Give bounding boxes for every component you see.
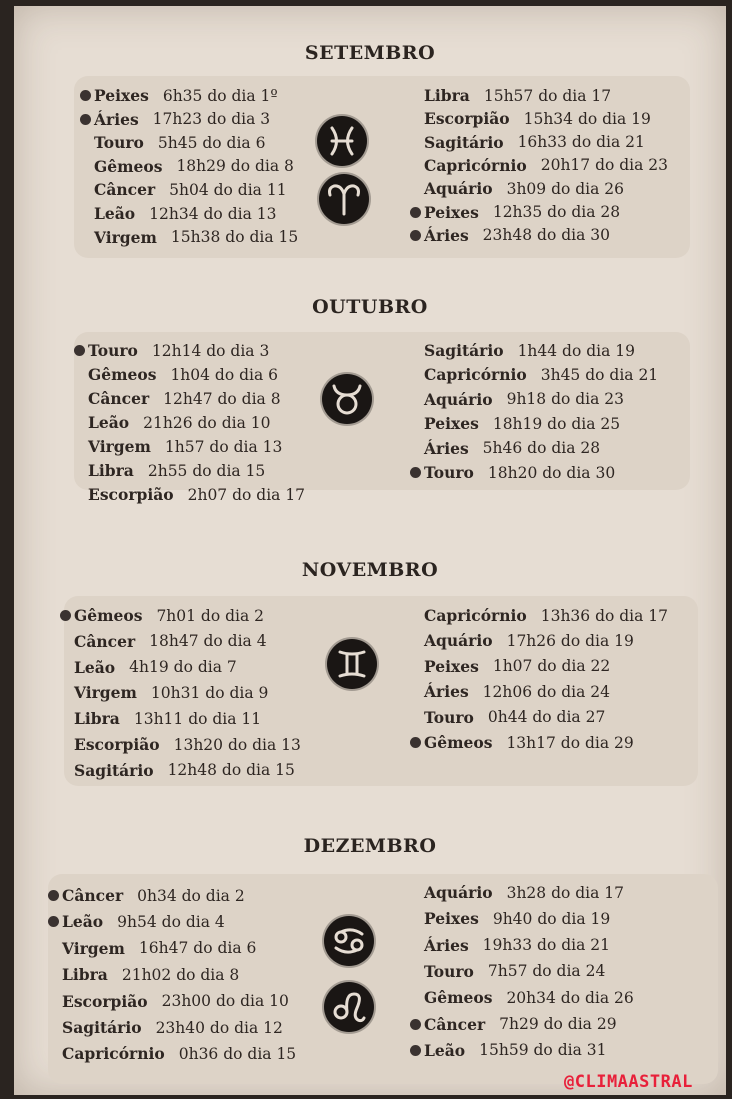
sign-name: Peixes xyxy=(424,414,479,434)
sign-name: Gêmeos xyxy=(88,365,157,384)
sign-name: Aquário xyxy=(424,389,493,409)
transit-time: 13h36 do dia 17 xyxy=(540,606,669,625)
entry-row xyxy=(80,228,298,247)
transit-time: 23h40 do dia 12 xyxy=(155,1018,283,1037)
transit-time: 1h07 do dia 22 xyxy=(492,657,611,676)
sign-name: Escorpião xyxy=(88,485,174,504)
transit-time: 13h20 do dia 13 xyxy=(173,735,301,754)
transit-time: 4h19 do dia 7 xyxy=(129,658,237,677)
sign-name: Touro xyxy=(94,133,144,153)
entry-row xyxy=(80,180,287,199)
entry-row xyxy=(410,1015,617,1034)
sign-name: Áries xyxy=(424,682,469,702)
transit-time: 13h17 do dia 29 xyxy=(506,733,634,752)
transit-time: 15h38 do dia 15 xyxy=(170,228,299,247)
transit-time: 12h14 do dia 3 xyxy=(151,341,270,360)
sign-name: Áries xyxy=(424,935,469,955)
transit-time: 21h02 do dia 8 xyxy=(121,965,240,984)
sign-name: Capricórnio xyxy=(424,606,527,625)
transit-time: 3h45 do dia 21 xyxy=(540,365,659,384)
month-title-dezembro: DEZEMBRO xyxy=(303,835,437,857)
sign-name: Leão xyxy=(62,912,104,932)
bullet-icon xyxy=(60,610,71,621)
entry-row xyxy=(74,341,269,360)
entry-row xyxy=(410,109,651,128)
transit-time: 7h29 do dia 29 xyxy=(499,1015,617,1033)
entry-row xyxy=(74,389,281,408)
transit-time: 3h09 do dia 26 xyxy=(506,179,625,198)
sign-name: Câncer xyxy=(88,389,150,408)
sign-name: Sagitário xyxy=(424,341,504,360)
entry-row xyxy=(410,962,605,981)
sign-name: Escorpião xyxy=(74,735,160,754)
transit-time: 18h20 do dia 30 xyxy=(487,463,616,482)
entry-row xyxy=(74,461,265,480)
transit-time: 2h55 do dia 15 xyxy=(147,461,266,480)
sign-name: Sagitário xyxy=(424,132,504,152)
transit-time: 0h44 do dia 27 xyxy=(487,708,606,727)
transit-time: 3h28 do dia 17 xyxy=(506,883,625,902)
entry-row xyxy=(80,86,278,105)
bullet-icon xyxy=(410,230,421,241)
sign-name: Virgem xyxy=(88,437,151,456)
entry-row xyxy=(74,365,278,384)
entry-row xyxy=(60,606,264,625)
bullet-icon xyxy=(410,467,421,478)
entry-row xyxy=(80,133,265,152)
entry-row xyxy=(410,179,624,198)
entry-row xyxy=(80,204,276,223)
bullet-icon xyxy=(410,207,421,218)
sign-name: Aquário xyxy=(424,631,493,651)
transit-time: 21h26 do dia 10 xyxy=(143,413,271,432)
transit-time: 12h48 do dia 15 xyxy=(167,761,295,780)
entry-row xyxy=(48,939,256,958)
entry-row xyxy=(410,909,610,928)
transit-time: 7h57 do dia 24 xyxy=(487,962,606,981)
transit-time: 5h46 do dia 28 xyxy=(482,439,601,458)
bullet-icon xyxy=(410,1019,421,1030)
sign-name: Leão xyxy=(424,1040,466,1060)
aries-glyph-icon xyxy=(319,174,369,224)
entry-row xyxy=(410,988,634,1007)
leo-glyph-icon xyxy=(324,982,374,1032)
transit-time: 5h45 do dia 6 xyxy=(157,133,266,152)
sign-name: Peixes xyxy=(424,202,479,222)
sign-name: Gêmeos xyxy=(424,733,493,752)
sign-name: Câncer xyxy=(94,180,156,200)
month-title-novembro: NOVEMBRO xyxy=(301,559,439,581)
transit-time: 17h23 do dia 3 xyxy=(152,110,271,129)
sign-name: Leão xyxy=(74,657,116,677)
transit-time: 9h40 do dia 19 xyxy=(492,909,611,928)
entry-row xyxy=(410,883,624,902)
entry-row xyxy=(60,735,301,754)
entry-row xyxy=(410,463,615,482)
bullet-icon xyxy=(80,90,91,101)
sign-name: Sagitário xyxy=(74,760,154,780)
entry-row xyxy=(60,683,268,702)
transit-time: 9h54 do dia 4 xyxy=(117,912,225,931)
entry-row xyxy=(48,992,289,1011)
sign-name: Câncer xyxy=(74,631,136,651)
entry-row xyxy=(410,631,634,650)
transit-time: 5h04 do dia 11 xyxy=(169,180,287,199)
entry-row xyxy=(48,912,225,931)
sign-name: Virgem xyxy=(94,227,157,247)
sign-name: Touro xyxy=(424,463,474,482)
entry-row xyxy=(410,203,620,222)
entry-row xyxy=(74,437,282,456)
entry-row xyxy=(410,133,645,152)
bullet-icon xyxy=(80,114,91,125)
gemini-glyph-icon xyxy=(327,639,377,689)
entry-row xyxy=(74,413,270,432)
transit-time: 16h47 do dia 6 xyxy=(138,939,257,958)
transit-time: 23h00 do dia 10 xyxy=(161,992,289,1011)
entry-row xyxy=(410,1041,606,1060)
sign-name: Capricórnio xyxy=(424,365,527,385)
bullet-icon xyxy=(410,1045,421,1056)
entry-row xyxy=(410,606,668,625)
sign-name: Escorpião xyxy=(62,991,148,1011)
transit-time: 20h34 do dia 26 xyxy=(506,988,634,1007)
sign-name: Escorpião xyxy=(424,109,510,129)
sign-name: Virgem xyxy=(62,938,125,958)
entry-row xyxy=(80,157,294,176)
transit-time: 19h33 do dia 21 xyxy=(482,936,610,955)
sign-name: Libra xyxy=(62,965,108,985)
transit-time: 0h34 do dia 2 xyxy=(137,886,245,905)
sign-name: Áries xyxy=(94,109,139,129)
transit-time: 18h19 do dia 25 xyxy=(492,414,621,433)
transit-time: 16h33 do dia 21 xyxy=(517,133,645,152)
entry-row xyxy=(410,708,605,727)
sign-name: Libra xyxy=(88,461,134,480)
sign-name: Touro xyxy=(424,961,474,981)
transit-time: 23h48 do dia 30 xyxy=(482,226,610,245)
taurus-glyph-icon xyxy=(322,374,372,424)
entry-row xyxy=(410,86,611,105)
sign-name: Gêmeos xyxy=(424,988,493,1008)
transit-time: 2h07 do dia 17 xyxy=(187,485,306,504)
transit-time: 0h36 do dia 15 xyxy=(178,1044,297,1063)
entry-row xyxy=(60,761,295,780)
sign-name: Câncer xyxy=(62,886,124,905)
entry-row xyxy=(48,1018,283,1037)
sign-name: Virgem xyxy=(74,683,137,703)
entry-row xyxy=(74,485,305,504)
entry-row xyxy=(48,886,245,905)
sign-name: Libra xyxy=(74,709,120,729)
entry-row xyxy=(410,365,658,384)
transit-time: 20h17 do dia 23 xyxy=(540,156,669,175)
entry-row xyxy=(410,682,610,701)
sign-name: Peixes xyxy=(94,86,149,105)
pisces-glyph-icon xyxy=(317,116,367,166)
entry-row xyxy=(410,390,624,409)
transit-time: 1h57 do dia 13 xyxy=(164,437,283,456)
entry-row xyxy=(60,709,261,728)
transit-time: 12h47 do dia 8 xyxy=(163,389,281,408)
entry-row xyxy=(410,733,634,752)
transit-time: 15h34 do dia 19 xyxy=(523,109,651,128)
sign-name: Leão xyxy=(88,413,130,432)
transit-time: 12h34 do dia 13 xyxy=(149,204,277,223)
entry-row xyxy=(48,965,239,984)
cancer-glyph-icon xyxy=(324,916,374,966)
bullet-icon xyxy=(48,916,59,927)
transit-time: 1h04 do dia 6 xyxy=(170,365,279,384)
sign-name: Touro xyxy=(88,341,138,360)
sign-name: Aquário xyxy=(424,179,493,199)
transit-time: 1h44 do dia 19 xyxy=(517,341,636,360)
sign-name: Áries xyxy=(424,225,469,245)
sign-name: Sagitário xyxy=(62,1018,142,1037)
sign-name: Peixes xyxy=(424,656,479,676)
sign-name: Áries xyxy=(424,438,469,458)
sign-name: Peixes xyxy=(424,909,479,929)
transit-time: 17h26 do dia 19 xyxy=(506,631,634,650)
transit-time: 7h01 do dia 2 xyxy=(156,606,265,625)
entry-row xyxy=(410,156,668,175)
transit-time: 15h59 do dia 31 xyxy=(479,1041,607,1060)
bullet-icon xyxy=(48,890,59,901)
entry-row xyxy=(60,658,237,677)
sign-name: Leão xyxy=(94,204,136,223)
entry-row xyxy=(410,341,635,360)
transit-time: 18h29 do dia 8 xyxy=(176,157,294,176)
sign-name: Capricórnio xyxy=(62,1044,165,1064)
page xyxy=(14,6,726,1095)
transit-time: 10h31 do dia 9 xyxy=(150,683,269,702)
entry-row xyxy=(80,110,270,129)
sign-name: Gêmeos xyxy=(94,156,163,176)
entry-row xyxy=(48,1044,296,1063)
entry-row xyxy=(60,632,267,651)
month-title-outubro: OUTUBRO xyxy=(312,296,428,318)
transit-time: 18h47 do dia 4 xyxy=(149,632,267,651)
bullet-icon xyxy=(74,345,85,356)
bullet-icon xyxy=(410,737,421,748)
month-title-setembro: SETEMBRO xyxy=(304,42,436,64)
entry-row xyxy=(410,439,600,458)
entry-row xyxy=(410,414,620,433)
sign-name: Aquário xyxy=(424,883,493,902)
transit-time: 13h11 do dia 11 xyxy=(133,709,262,728)
transit-time: 9h18 do dia 23 xyxy=(506,390,625,409)
entry-row xyxy=(410,226,610,245)
sign-name: Touro xyxy=(424,707,474,727)
sign-name: Capricórnio xyxy=(424,155,527,175)
transit-time: 6h35 do dia 1º xyxy=(162,86,278,105)
sign-name: Câncer xyxy=(424,1014,486,1034)
watermark: @CLIMAASTRAL xyxy=(564,1072,693,1092)
transit-time: 12h06 do dia 24 xyxy=(482,682,610,701)
transit-time: 15h57 do dia 17 xyxy=(483,86,612,105)
sign-name: Libra xyxy=(424,86,470,105)
transit-time: 12h35 do dia 28 xyxy=(492,203,621,221)
sign-name: Gêmeos xyxy=(74,606,143,625)
entry-row xyxy=(410,657,610,676)
entry-row xyxy=(410,936,610,955)
